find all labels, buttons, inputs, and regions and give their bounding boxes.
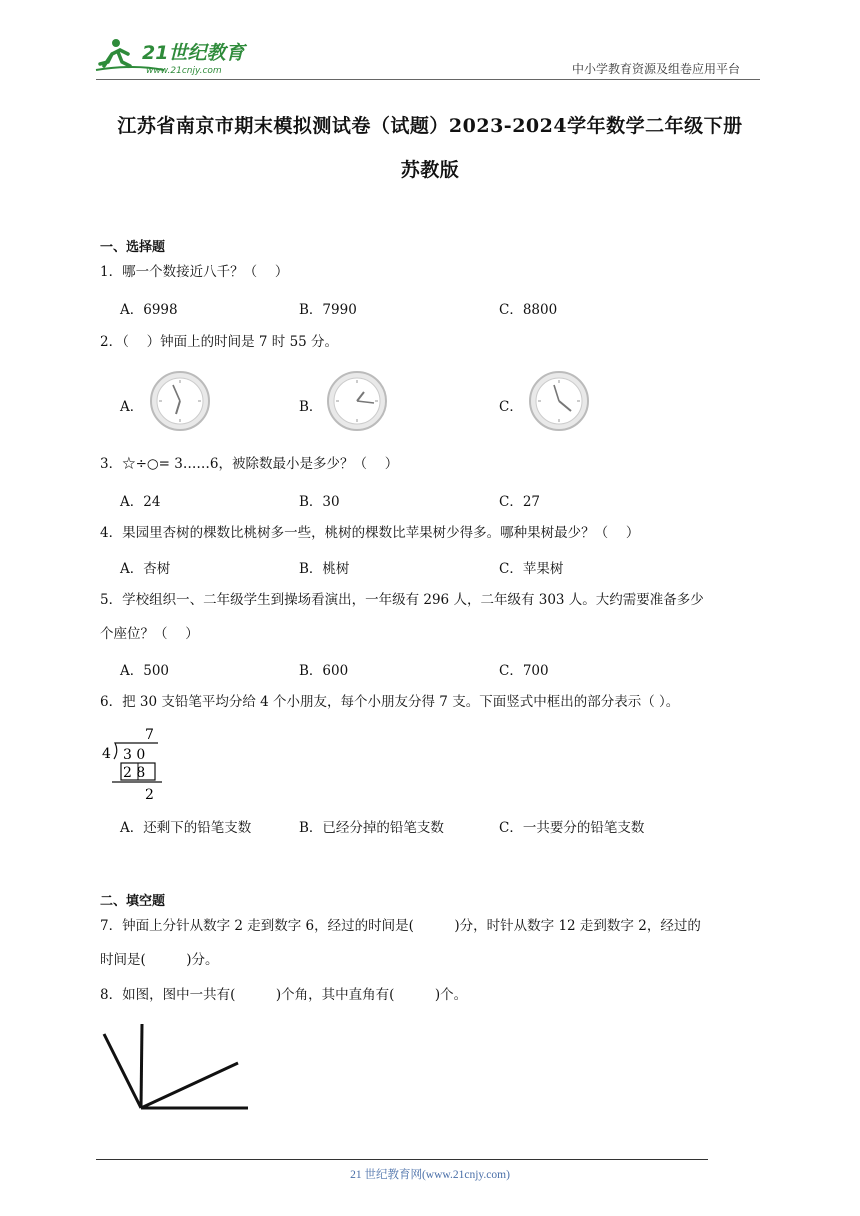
svg-text:21世纪教育: 21世纪教育	[142, 42, 245, 64]
option-c: C．	[499, 399, 523, 415]
long-division-figure	[100, 724, 170, 804]
option-b: B．7990	[299, 302, 357, 318]
option-a: A．	[120, 399, 144, 415]
question-2: 2．（ ）钟面上的时间是 7 时 55 分。	[100, 334, 339, 350]
question-8: 8．如图，图中一共有( )个角，其中直角有( )个。	[100, 987, 468, 1003]
svg-text:4: 4	[102, 746, 111, 762]
question-7: 7．钟面上分针从数字 2 走到数字 6，经过的时间是( )分，时针从数字 12 走到数字 2，经过的	[100, 918, 701, 934]
option-c: C．700	[499, 663, 549, 679]
option-b: B．桃树	[299, 561, 350, 577]
option-a: A．24	[120, 494, 161, 510]
svg-text:2 8: 2 8	[123, 765, 146, 781]
header-divider	[96, 79, 760, 80]
question-5: 5．学校组织一、二年级学生到操场看演出，一年级有 296 人，二年级有 303 人。大约需要准备多少	[100, 592, 704, 608]
svg-text:7: 7	[145, 727, 154, 743]
option-b: B．600	[299, 663, 349, 679]
option-a: A．500	[120, 663, 170, 679]
svg-text:2: 2	[145, 787, 154, 803]
question-3: 3．☆÷○= 3……6，被除数最小是多少？（ ）	[100, 456, 399, 472]
option-c: C．27	[499, 494, 541, 510]
svg-text:www.21cnjy.com: www.21cnjy.com	[146, 66, 222, 76]
angle-figure	[98, 1020, 254, 1116]
question-4: 4．果园里杏树的棵数比桃树多一些，桃树的棵数比苹果树少得多。哪种果树最少？（ ）	[100, 525, 640, 541]
option-b: B．	[299, 399, 323, 415]
section-heading: 一、选择题	[100, 240, 166, 255]
option-c: C．一共要分的铅笔支数	[499, 820, 645, 836]
clock-face-c-icon	[528, 370, 590, 432]
clock-face-b-icon	[326, 370, 388, 432]
option-a: A．还剩下的铅笔支数	[120, 820, 252, 836]
option-a: A．杏树	[120, 561, 171, 577]
svg-text:3 0: 3 0	[123, 747, 146, 763]
question-7-continued: 时间是( )分。	[100, 952, 219, 968]
option-c: C．8800	[499, 302, 558, 318]
section-heading: 二、填空题	[100, 894, 166, 909]
page-subtitle: 苏教版	[400, 159, 460, 181]
footer-text: 21 世纪教育网(www.21cnjy.com)	[350, 1169, 510, 1181]
site-logo	[94, 36, 264, 78]
page-title: 江苏省南京市期末模拟测试卷（试题）2023-2024学年数学二年级下册	[117, 115, 743, 137]
option-b: B．已经分掉的铅笔支数	[299, 820, 444, 836]
question-5-continued: 个座位？（ ）	[100, 626, 199, 642]
option-c: C．苹果树	[499, 561, 564, 577]
option-b: B．30	[299, 494, 340, 510]
platform-label: 中小学教育资源及组卷应用平台	[572, 62, 741, 76]
footer-divider	[96, 1159, 708, 1160]
clock-face-a-icon	[149, 370, 211, 432]
option-a: A．6998	[120, 302, 178, 318]
question-6: 6．把 30 支铅笔平均分给 4 个小朋友，每个小朋友分得 7 支。下面竖式中框出的部分表示（ ）。	[100, 694, 680, 710]
question-1: 1．哪一个数接近八千？（ ）	[100, 264, 289, 280]
